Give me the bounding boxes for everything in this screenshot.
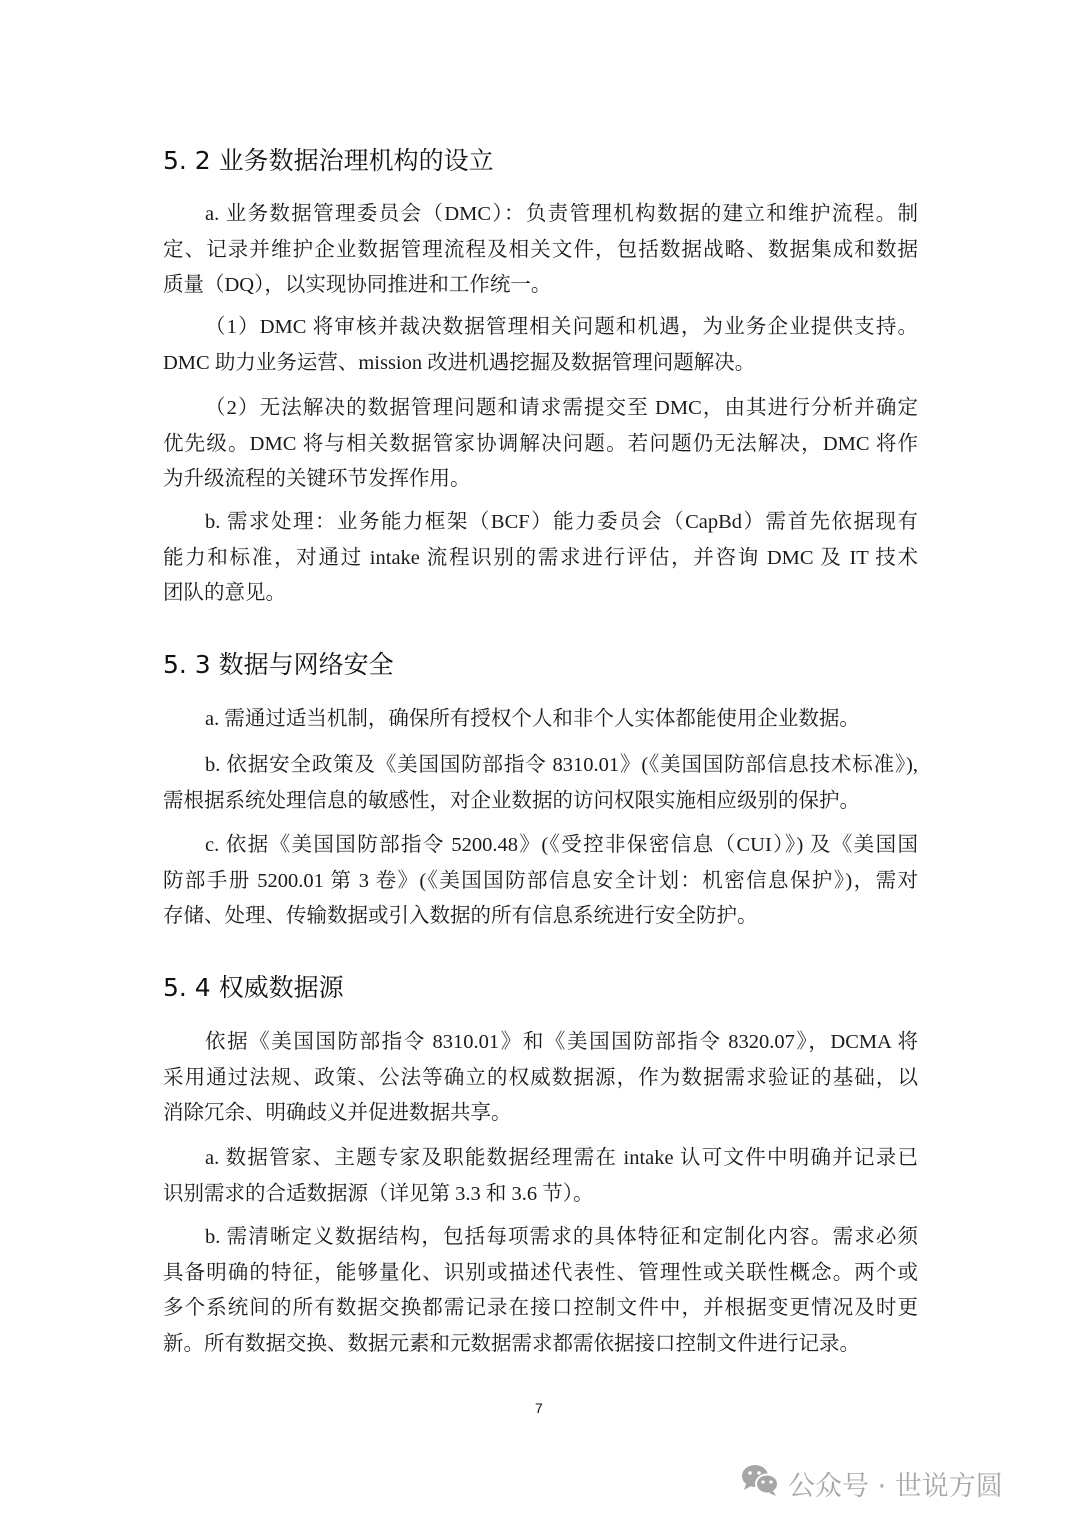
text-line: 依据《美国国防部指令 8310.01》和《美国国防部指令 8320.07》，DCMA 将	[205, 1031, 918, 1053]
text-line: 采用通过法规、政策、公法等确立的权威数据源，作为数据需求验证的基础，以	[163, 1066, 918, 1089]
text-line: 质量（DQ），以实现协同推进和工作统一。	[163, 274, 552, 297]
paragraph	[163, 505, 918, 612]
text-line: DMC 助力业务运营、mission 改进机遇挖掘及数据管理问题解决。	[163, 351, 756, 374]
paragraph	[163, 1220, 918, 1362]
paragraph	[163, 702, 918, 738]
text-line: c. 依据《美国国防部指令 5200.48》(《受控非保密信息（CUI）》) 及《美国国	[205, 834, 918, 856]
text-line: 定、记录并维护企业数据管理流程及相关文件，包括数据战略、数据集成和数据	[163, 238, 918, 261]
section-heading: 5. 4 权威数据源	[163, 973, 344, 1002]
watermark	[740, 1462, 1003, 1505]
text-line: 团队的意见。	[163, 582, 286, 605]
text-line: 具备明确的特征，能够量化、识别或描述代表性、管理性或关联性概念。两个或	[163, 1261, 918, 1284]
wechat-icon	[740, 1462, 780, 1505]
text-line: 存储、处理、传输数据或引入数据的所有信息系统进行安全防护。	[163, 905, 758, 928]
paragraph	[163, 197, 918, 304]
text-line: b. 需清晰定义数据结构，包括每项需求的具体特征和定制化内容。需求必须	[205, 1226, 918, 1248]
paragraph	[163, 748, 918, 819]
text-line: （1）DMC 将审核并裁决数据管理相关问题和机遇，为业务企业提供支持。	[205, 316, 918, 338]
text-line: 防部手册 5200.01 第 3 卷》(《美国国防部信息安全计划：机密信息保护》)，需对	[163, 869, 918, 892]
text-line: （2）无法解决的数据管理问题和请求需提交至 DMC，由其进行分析并确定	[205, 397, 918, 419]
section-heading: 5. 3 数据与网络安全	[163, 650, 394, 679]
paragraph	[163, 1025, 918, 1132]
text-line: 优先级。DMC 将与相关数据管家协调解决问题。若问题仍无法解决，DMC 将作	[163, 432, 918, 455]
text-line: 需根据系统处理信息的敏感性，对企业数据的访问权限实施相应级别的保护。	[163, 789, 860, 812]
text-line: a. 数据管家、主题专家及职能数据经理需在 intake 认可文件中明确并记录已	[205, 1147, 918, 1169]
text-line: 新。所有数据交换、数据元素和元数据需求都需依据接口控制文件进行记录。	[163, 1332, 860, 1355]
paragraph	[163, 1141, 918, 1212]
text-line: b. 需求处理：业务能力框架（BCF）能力委员会（CapBd）需首先依据现有	[205, 511, 918, 533]
text-line: 能力和标准，对通过 intake 流程识别的需求进行评估，并咨询 DMC 及 IT 技术	[163, 546, 918, 569]
text-line: 消除冗余、明确歧义并促进数据共享。	[163, 1102, 512, 1125]
paragraph	[163, 310, 918, 381]
text-line: a. 业务数据管理委员会（DMC）：负责管理机构数据的建立和维护流程。制	[205, 203, 918, 225]
text-line: 为升级流程的关键环节发挥作用。	[163, 468, 471, 491]
paragraph	[163, 828, 918, 935]
text-line: a. 需通过适当机制，确保所有授权个人和非个人实体都能使用企业数据。	[205, 708, 860, 730]
section-heading: 5. 2 业务数据治理机构的设立	[163, 146, 494, 175]
text-line: 识别需求的合适数据源（详见第 3.3 和 3.6 节）。	[163, 1182, 594, 1205]
text-line: b. 依据安全政策及《美国国防部指令 8310.01》(《美国国防部信息技术标准》),	[205, 754, 918, 776]
paragraph	[163, 391, 918, 498]
text-line: 多个系统间的所有数据交换都需记录在接口控制文件中，并根据变更情况及时更	[163, 1297, 918, 1320]
page-number: 7	[535, 1400, 543, 1416]
watermark-text: 公众号 · 世说方圆	[788, 1471, 1003, 1502]
